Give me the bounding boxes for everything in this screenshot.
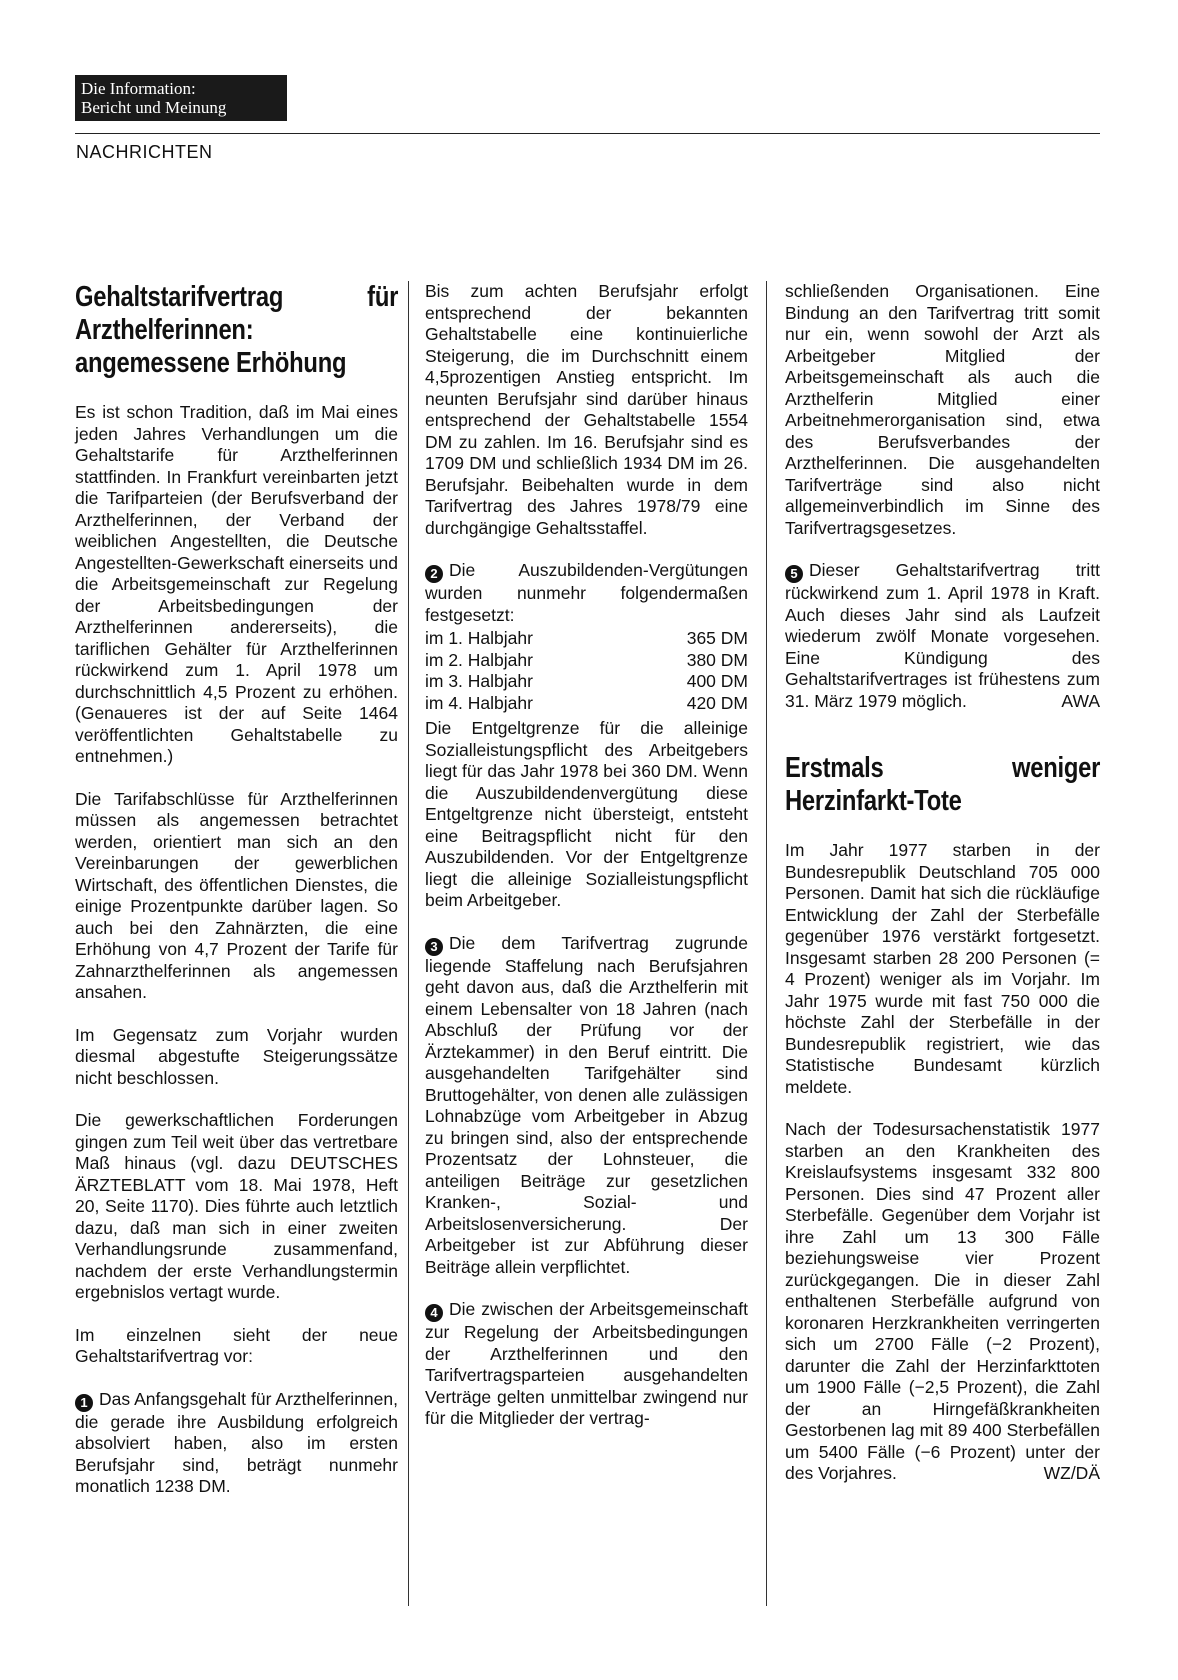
author-signature: AWA	[1061, 690, 1100, 711]
paragraph: Es ist schon Tradition, daß im Mai eines jeden Jahres Verhandlungen um die Gehaltstarife für Arzthelferinnen stattfinden. In Frankfurt vereinbarten jetzt die Tarifparteien (der Berufsverband der Arzthelferinnen, der Verband der weiblichen Angestellten, die Deutsche Angestellten-Gewerkschaft einerseits und die Arbeitsgemeinschaft zur Regelung der Arbeitsbedingungen der Arzthelferinnen andererseits), die tariflichen Gehälter für Arzthelferinnen rückwirkend zum 1. April 1978 um durchschnittlich 4,5 Prozent zu erhöhen. (Genaueres ist der auf Seite 1464 veröffentlichten Gehaltstabelle zu entnehmen.)	[75, 402, 398, 766]
rate-amount: 400 DM	[686, 671, 748, 691]
numbered-point	[425, 1299, 748, 1430]
badge-line-2: Bericht und Meinung	[81, 98, 227, 117]
top-rule	[75, 133, 1100, 134]
paragraph: Im Jahr 1977 starben in der Bundesrepublik Deutschland 705 000 Personen. Damit hat sich die rückläufige Entwicklung der Zahl der Sterbefälle gegenüber 1976 verstärkt fortgesetzt. Insgesamt starben 28 200 Personen (= 4 Prozent) weniger als im Vorjahr. Im Jahr 1975 wurde mit fast 750 000 die höchste Zahl der Sterbefälle in der Bundesrepublik registriert, wie das Statistische Bundesamt kürzlich meldete.	[785, 840, 1100, 1097]
paragraph: Die Entgeltgrenze für die alleinige Sozialleistungspflicht des Arbeitgebers liegt für das Jahr 1978 bei 360 DM. Wenn die Auszubildendenvergütung diese Entgeltgrenze nicht übersteigt, entsteht eine Beitragspflicht nicht für den Auszubildenden. Vor der Entgeltgrenze liegt die alleinige Sozialleistungspflicht beim Arbeitgeber.	[425, 718, 748, 910]
rate-amount: 380 DM	[686, 649, 748, 670]
column-divider	[766, 281, 767, 1606]
point-text: Die dem Tarifvertrag zugrunde liegende Staffelung nach Berufsjahren geht davon aus, daß die Arzthelferin mit einem Lebensalter von 18 Jahren (nach Abschluß der Prüfung vor der Ärztekammer) in den Beruf eintritt. Die ausgehandelten Tarifgehälter sind Bruttogehälter, von denen alle zulässigen Lohnabzüge vom Arbeitgeber in Abzug zu bringen sind, also der entsprechende Prozentsatz der Lohnsteuer, die anteiligen Beiträge zur gesetzlichen Kranken-, Sozial- und Arbeitslosenversicherung. Der Arbeitgeber ist zur Abführung dieser Beiträge allein verpflichtet.	[425, 932, 748, 1277]
table-row	[425, 628, 748, 650]
paragraph-text: Nach der Todesursachenstatistik 1977 starben an den Krankheiten des Kreislaufsystems insgesamt 332 800 Personen. Dies sind 47 Prozent aller Sterbefälle. Gegenüber dem Vorjahr ist ihre Zahl um 13 300 Fälle beziehungsweise vier Prozent zurückgegangen. Die in dieser Zahl enthaltenen Sterbefälle aufgrund von koronaren Herzkrankheiten verringerten sich um 2700 Fälle (−2 Prozent), darunter die Zahl der Herzinfarkttoten um 1900 Fälle (−2,5 Prozent), die Zahl der an Hirngefäßkrankheiten Gestorbenen lag mit 89 400 Sterbefällen um 5400 Fälle (−6 Prozent) unter der des Vorjahres.	[785, 1119, 1100, 1483]
numbered-point	[785, 560, 1100, 712]
number-5-icon: 5	[785, 565, 803, 583]
point-text: Das Anfangsgehalt für Arzthelferinnen, die gerade ihre Ausbildung erfolgreich absolviert haben, also im ersten Berufsjahr sind, beträgt nunmehr monatlich 1238 DM.	[75, 1388, 398, 1496]
column-2	[425, 281, 748, 1430]
numbered-point	[425, 933, 748, 1279]
paragraph: Im Gegensatz zum Vorjahr wurden diesmal abgestufte Steigerungssätze nicht beschlossen.	[75, 1024, 398, 1088]
article-title: Erstmals weniger Herzinfarkt-Tote	[785, 752, 1101, 817]
rate-amount: 365 DM	[686, 628, 748, 648]
section-label: NACHRICHTEN	[76, 142, 213, 162]
rate-label: im 4. Halbjahr	[425, 692, 533, 713]
column-3	[785, 281, 1100, 1485]
badge-line-1: Die Information:	[81, 79, 196, 98]
rate-label: im 2. Halbjahr	[425, 649, 533, 670]
paragraph: Die gewerkschaftlichen Forderungen gingen zum Teil weit über das vertretbare Maß hinaus (vgl. dazu DEUTSCHES ÄRZTEBLATT vom 18. Mai 1978, Heft 20, Seite 1170). Dies führte auch letztlich dazu, daß man sich in einer zweiten Verhandlungsrunde zusammenfand, nachdem der erste Verhandlungstermin ergebnislos vertagt wurde.	[75, 1110, 398, 1302]
rate-label: im 3. Halbjahr	[425, 671, 533, 691]
point-text: Die Auszubildenden-Vergütungen wurden nunmehr folgendermaßen festgesetzt:	[425, 560, 748, 625]
number-3-icon: 3	[425, 938, 443, 956]
section-badge	[75, 75, 287, 121]
paragraph: Im einzelnen sieht der neue Gehaltstarifvertrag vor:	[75, 1324, 398, 1366]
paragraph: Bis zum achten Berufsjahr erfolgt entsprechend der bekannten Gehaltstabelle eine kontinuierliche Steigerung, die im Durchschnitt einem 4,5prozentigen Anstieg entspricht. Im neunten Berufsjahr sind darüber hinaus entsprechend der Gehaltstabelle 1554 DM zu zahlen. Im 16. Berufsjahr sind es 1709 DM und schließlich 1934 DM im 26. Berufsjahr. Beibehalten wurde in dem Tarifvertrag des Jahres 1978/79 eine durchgängige Gehaltsstaffel.	[425, 281, 748, 538]
paragraph: Die Tarifabschlüsse für Arzthelferinnen müssen als angemessen betrachtet werden, orientiert man sich an den Vereinbarungen der gewerblichen Wirtschaft, des öffentlichen Dienstes, die einige Prozentpunkte darüber lagen. So auch bei den Zahnärzten, die eine Erhöhung von 4,7 Prozent der Tarife für Zahnarzthelferinnen als angemessen ansahen.	[75, 788, 398, 1002]
table-row	[425, 693, 748, 715]
point-text: Die zwischen der Arbeitsgemeinschaft zur Regelung der Arbeitsbedingungen der Arzthelferinnen und den Tarifvertragsparteien ausgehandelten Verträge gelten unmittelbar zwingend nur für die Mitglieder der vertrag-	[425, 1299, 748, 1428]
paragraph	[785, 1119, 1100, 1485]
number-4-icon: 4	[425, 1304, 443, 1322]
numbered-point	[75, 1389, 398, 1498]
number-1-icon: 1	[75, 1394, 93, 1412]
table-row	[425, 650, 748, 672]
author-signature: WZ/DÄ	[1043, 1463, 1100, 1483]
article-title: Gehaltstarifvertrag für Arzthelferinnen: angemessene Erhöhung	[75, 281, 399, 379]
paragraph: schließenden Organisationen. Eine Bindung an den Tarifvertrag tritt somit nur ein, wenn sowohl der Arzt als Arbeitgeber Mitglied der Arbeitsgemeinschaft als auch die Arzthelferin Mitglied einer Arbeitnehmerorganisation sind, etwa des Berufsverbandes der Arzthelferinnen. Die ausgehandelten Tarifverträge sind also nicht allgemeinverbindlich im Sinne des Tarifvertragsgesetzes.	[785, 281, 1100, 538]
column-divider	[408, 281, 409, 1606]
rate-amount: 420 DM	[686, 692, 748, 713]
number-2-icon: 2	[425, 565, 443, 583]
column-1	[75, 281, 398, 1498]
point-text: Dieser Gehaltstarifvertrag tritt rückwirkend zum 1. April 1978 in Kraft. Auch dieses Jahr sind als Laufzeit wiederum zwölf Monate vorgesehen. Eine Kündigung des Gehaltstarifvertrages ist frühestens zum 31. März 1979 möglich.	[785, 560, 1100, 711]
table-row	[425, 671, 748, 693]
rate-label: im 1. Halbjahr	[425, 628, 533, 648]
rates-table	[425, 628, 748, 714]
numbered-point	[425, 560, 748, 626]
